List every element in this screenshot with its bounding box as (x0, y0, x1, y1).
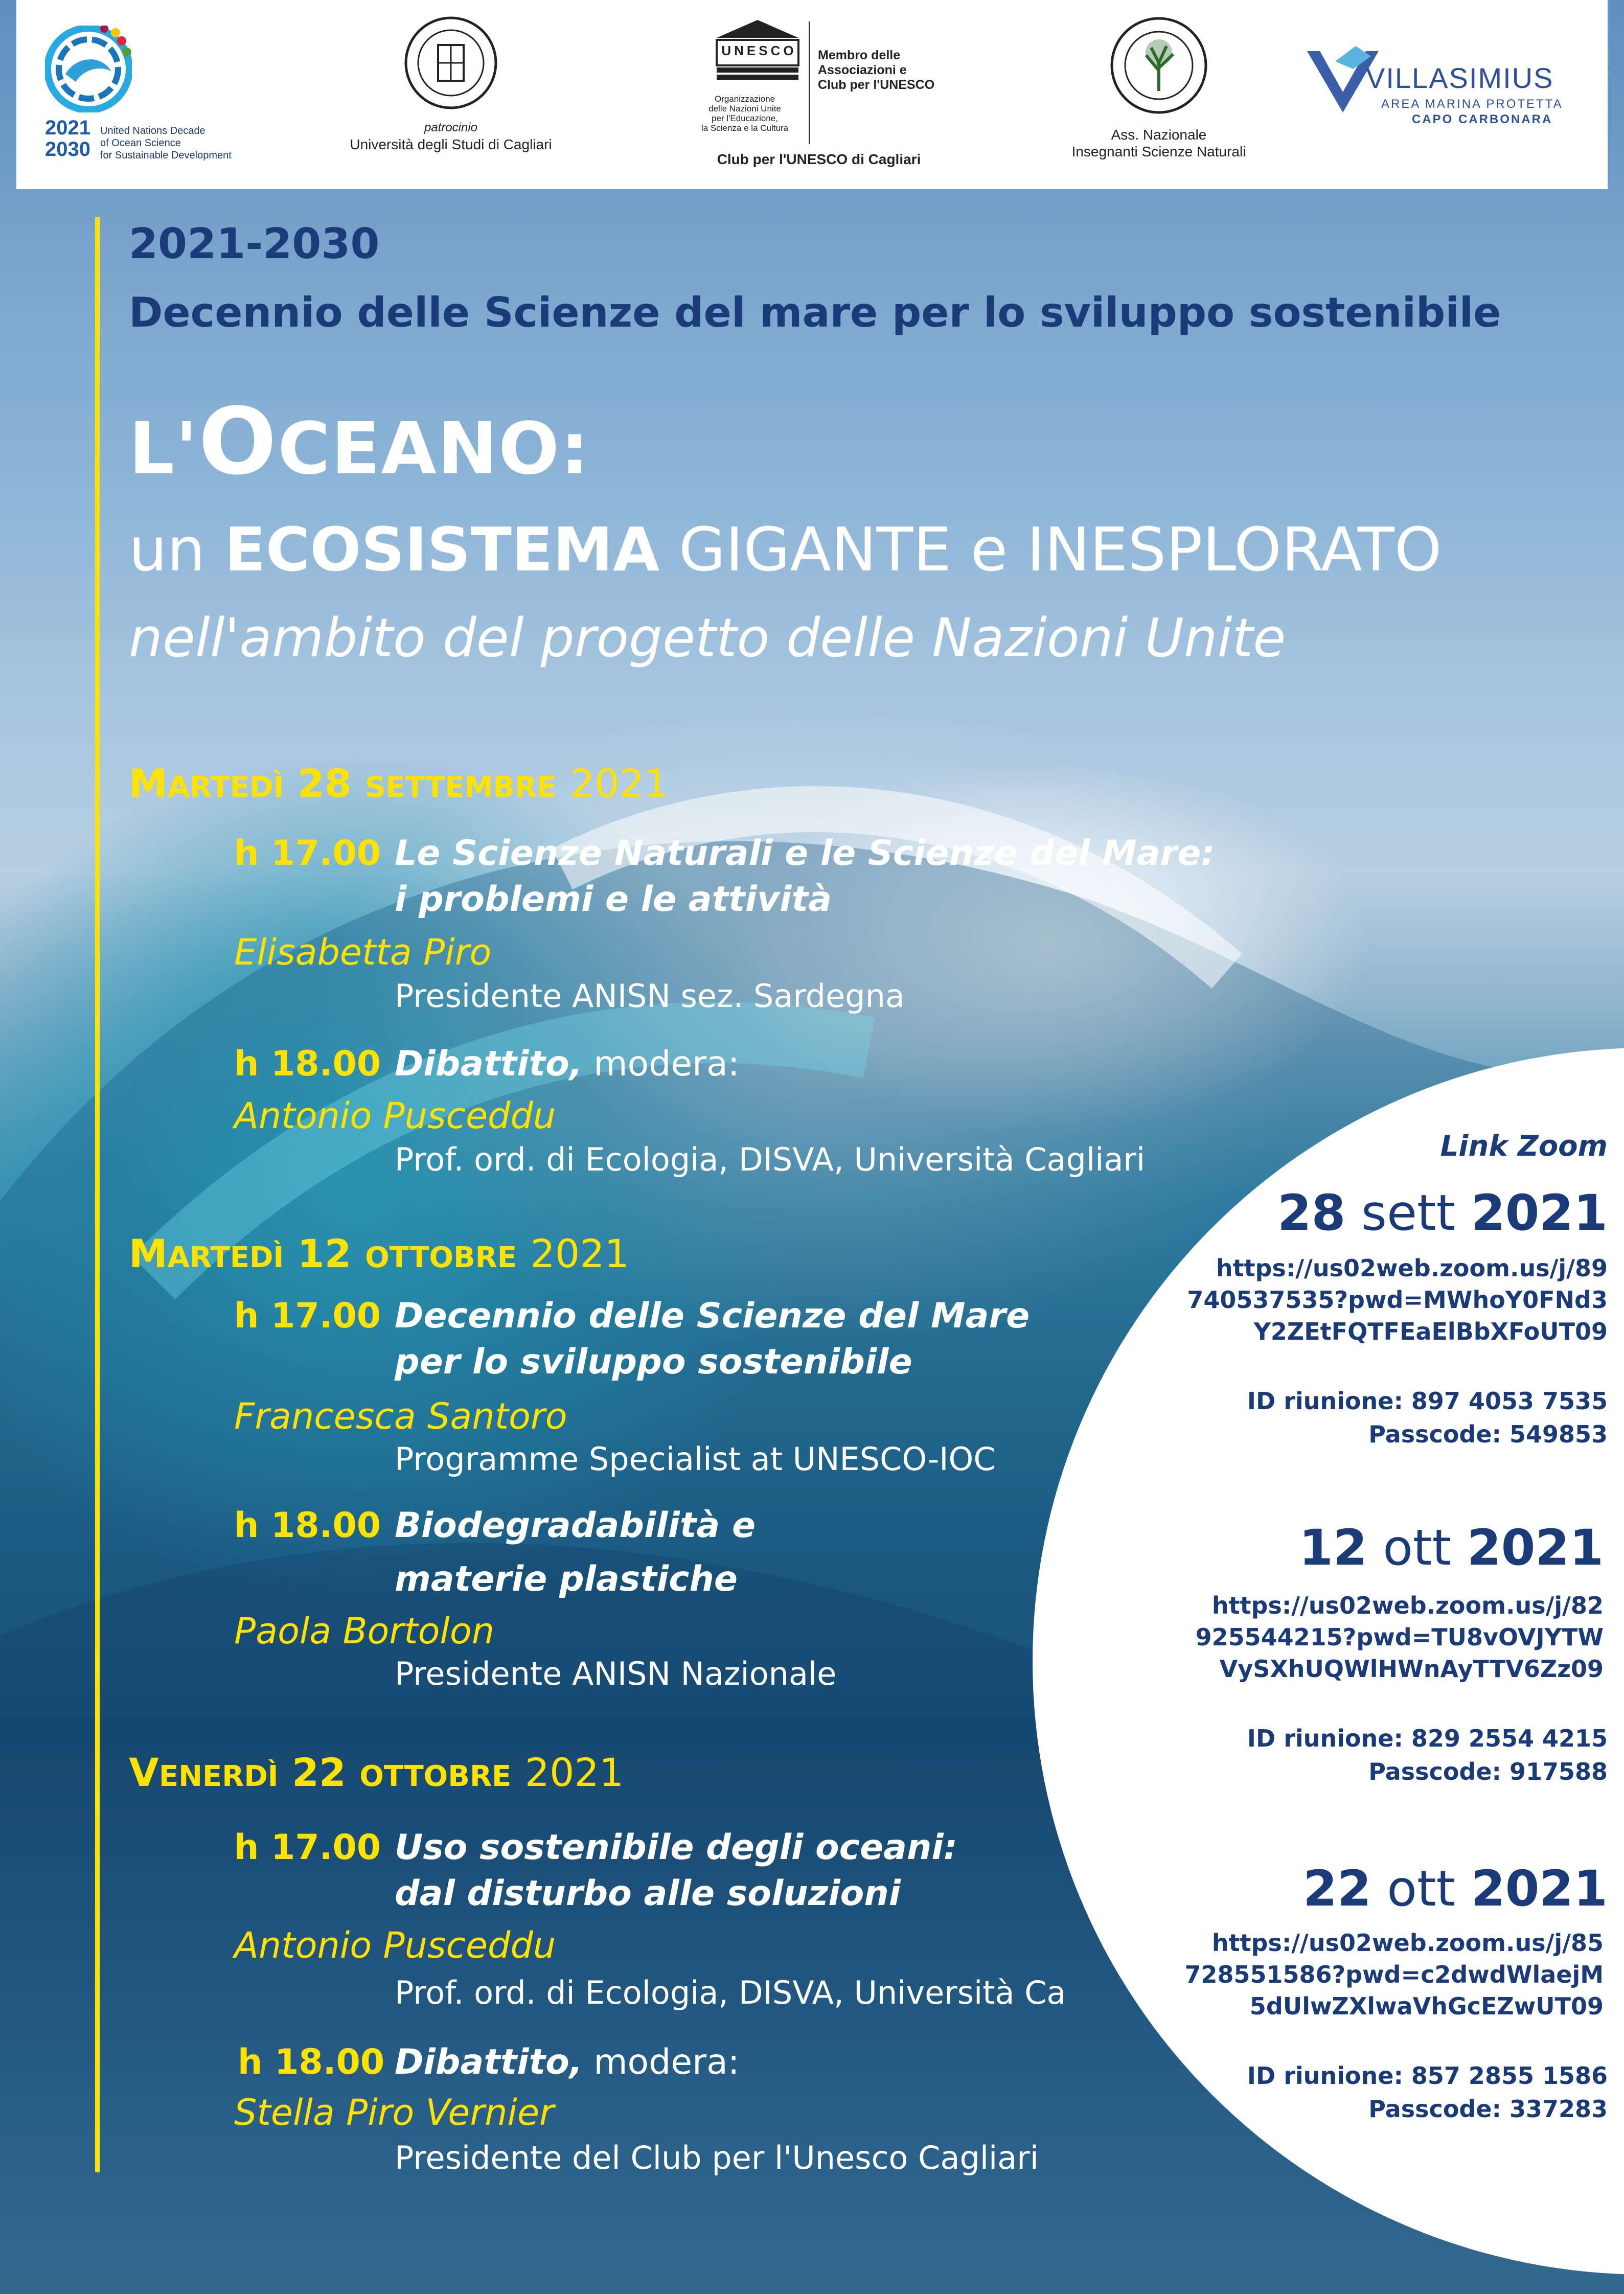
org-line: delle Nazioni Unite (708, 104, 781, 113)
zoom-link[interactable] (1184, 1927, 1604, 2022)
zoom-link-line[interactable]: https://us02web.zoom.us/j/89 (1216, 1254, 1608, 1282)
day-year: 2021 (524, 1750, 624, 1795)
talk-normal: modera: (582, 2042, 740, 2082)
day-year: 2021 (530, 1231, 629, 1276)
zoom-year: 2021 (1471, 1860, 1608, 1917)
speaker-name: Francesca Santoro (234, 1395, 567, 1437)
university-seal-icon (402, 14, 499, 111)
zoom-meeting-id: ID riunione: 857 2855 1586 (1247, 2062, 1608, 2090)
session-time: h 17.00 (234, 1296, 381, 1336)
day-number: 28 (297, 761, 352, 806)
zoom-link-line[interactable]: VySXhUQWlHWnAyTTV6Zz09 (1219, 1655, 1604, 1683)
talk-title-2: per lo sviluppo sostenibile (395, 1342, 912, 1382)
talk-bold: Dibattito, (395, 2042, 583, 2082)
day-month: OTTOBRE (365, 1241, 517, 1274)
member-line: Membro delle (818, 48, 901, 62)
session-time: h 18.00 (238, 2042, 385, 2082)
zoom-year: 2021 (1467, 1519, 1604, 1576)
day-rest: ENERDÌ (158, 1760, 279, 1793)
day-month: SETTEMBRE (365, 771, 557, 804)
zoom-link-line[interactable]: 925544215?pwd=TU8vOVJYTW (1195, 1623, 1604, 1651)
speaker-name: Elisabetta Piro (234, 931, 492, 973)
talk-title-2: i problemi e le attività (395, 879, 832, 920)
day-initial: M (129, 761, 168, 806)
caption-line: United Nations Decade (100, 125, 205, 136)
villasimius-line2: CAPO CARBONARA (1412, 112, 1553, 126)
caption-line: for Sustainable Development (100, 150, 232, 161)
member-line: Associazioni e (818, 63, 907, 77)
title-l: L' (129, 407, 199, 491)
talk-title: Biodegradabilità e (395, 1505, 756, 1546)
zoom-date (1277, 1185, 1608, 1241)
title-o: O (198, 388, 278, 495)
title-rest: CEANO: (278, 407, 590, 491)
talk-bold: Dibattito, (395, 1044, 583, 1084)
zoom-month: ott (1387, 1860, 1456, 1917)
zoom-month: ott (1383, 1519, 1452, 1576)
zoom-year: 2021 (1471, 1184, 1608, 1242)
day-heading (129, 1232, 629, 1280)
anisn-logo (1044, 14, 1274, 160)
speaker-role: Presidente del Club per l'Unesco Cagliari (395, 2139, 1039, 2176)
unesco-word: UNESCO (721, 43, 797, 58)
speaker-role: Presidente ANISN Nazionale (395, 1655, 837, 1692)
talk-title: Le Scienze Naturali e le Scienze del Mare: (395, 833, 1215, 874)
zoom-link-line[interactable]: 5dUlwZXlwaVhGcEZwUT09 (1249, 1992, 1604, 2020)
day-month: OTTOBRE (359, 1760, 512, 1793)
subtitle-rest: GIGANTE e INESPLORATO (678, 514, 1442, 585)
zoom-link[interactable] (1187, 1252, 1608, 1347)
zoom-title: Link Zoom (1440, 1130, 1608, 1163)
zoom-link-line[interactable]: https://us02web.zoom.us/j/82 (1211, 1592, 1604, 1619)
speaker-name: Paola Bortolon (234, 1610, 495, 1652)
subtitle-un: un (129, 514, 205, 585)
day-rest: ARTEDÌ (167, 1241, 284, 1274)
zoom-day: 12 (1299, 1519, 1367, 1576)
speaker-role: Prof. ord. di Ecologia, DISVA, Università Cagliari (395, 1141, 1146, 1178)
org-line: per l'Educazione, (712, 113, 778, 123)
subtitle-ecosistema: ECOSISTEMA (224, 514, 660, 585)
zoom-month: sett (1361, 1184, 1456, 1242)
day-number: 12 (297, 1231, 352, 1276)
decade-heading: Decennio delle Scienze del mare per lo sviluppo sostenibile (129, 289, 1501, 336)
talk-title: Uso sostenibile degli oceani: (395, 1827, 957, 1868)
zoom-date (1303, 1861, 1608, 1917)
zoom-link-line[interactable]: https://us02web.zoom.us/j/85 (1211, 1929, 1604, 1957)
talk-title-2: dal disturbo alle soluzioni (395, 1873, 901, 1914)
day-heading (129, 1751, 624, 1799)
logo-band (16, 0, 1608, 189)
yellow-accent-bar (95, 217, 100, 2172)
subtitle-line-2: nell'ambito del progetto delle Nazioni Unite (129, 607, 1286, 669)
member-line: Club per l'UNESCO (818, 78, 935, 92)
main-title (129, 388, 590, 498)
speaker-role: Presidente ANISN sez. Sardegna (395, 977, 905, 1015)
day-initial: M (129, 1231, 168, 1276)
un-year-top: 2021 (45, 117, 90, 139)
subtitle-line-1 (129, 516, 1442, 583)
zoom-link[interactable] (1196, 1590, 1604, 1685)
zoom-meeting-id: ID riunione: 897 4053 7535 (1247, 1387, 1608, 1415)
talk-title (395, 2039, 740, 2085)
anisn-line-1: Ass. Nazionale (1111, 127, 1207, 143)
day-number: 22 (292, 1750, 346, 1795)
session-time: h 18.00 (234, 1505, 381, 1546)
anisn-line-2: Insegnanti Scienze Naturali (1071, 144, 1246, 159)
day-year: 2021 (569, 761, 669, 806)
villasimius-name: VILLASIMIUS (1366, 62, 1554, 94)
day-heading (129, 762, 669, 810)
unica-logo (344, 14, 558, 153)
zoom-link-line[interactable]: Y2ZEtFQTFEaElBbXFoUT09 (1253, 1318, 1608, 1345)
session-time: h 17.00 (234, 833, 381, 874)
zoom-day: 28 (1277, 1184, 1346, 1242)
speaker-role: Programme Specialist at UNESCO-IOC (395, 1440, 996, 1478)
zoom-date (1299, 1520, 1604, 1576)
years-heading: 2021-2030 (129, 220, 380, 268)
zoom-day: 22 (1303, 1860, 1371, 1917)
zoom-passcode: Passcode: 549853 (1368, 1420, 1608, 1448)
day-rest: ARTEDÌ (167, 771, 284, 804)
zoom-link-line[interactable]: 728551586?pwd=c2dwdWlaejM (1184, 1961, 1604, 1988)
un-year-bottom: 2030 (45, 138, 90, 160)
org-line: la Scienza e la Cultura (701, 123, 789, 133)
session-time: h 18.00 (234, 1044, 381, 1084)
talk-title: Decennio delle Scienze del Mare (395, 1296, 1030, 1336)
caption-line: of Ocean Science (100, 137, 181, 149)
zoom-passcode: Passcode: 917588 (1368, 1758, 1608, 1785)
speaker-name: Antonio Pusceddu (234, 1095, 556, 1137)
day-initial: V (129, 1750, 159, 1795)
patrocinio-label: patrocinio (424, 121, 478, 134)
talk-normal: modera: (582, 1044, 740, 1084)
talk-title-2: materie plastiche (395, 1559, 738, 1599)
anisn-tree-seal-icon (1108, 14, 1210, 117)
villasimius-line1: AREA MARINA PROTETTA (1381, 97, 1563, 111)
unica-name: Università degli Studi di Cagliari (350, 136, 552, 152)
speaker-name: Stella Piro Vernier (234, 2092, 554, 2134)
unesco-member-text (818, 48, 934, 93)
unesco-club-name: Club per l'UNESCO di Cagliari (717, 151, 921, 167)
unesco-org-text (681, 94, 809, 133)
zoom-passcode: Passcode: 337283 (1368, 2095, 1608, 2123)
speaker-name: Antonio Pusceddu (234, 1924, 556, 1966)
zoom-link-line[interactable]: 740537535?pwd=MWhoY0FNd3 (1187, 1286, 1608, 1314)
speaker-role: Prof. ord. di Ecologia, DISVA, Università Ca (395, 1974, 1066, 2011)
ocean-decade-icon (45, 26, 132, 112)
un-decade-caption (100, 125, 315, 162)
unesco-divider (809, 21, 810, 144)
zoom-meeting-id: ID riunione: 829 2554 4215 (1247, 1725, 1608, 1752)
session-time: h 17.00 (234, 1827, 381, 1868)
talk-title (395, 1041, 740, 1087)
org-line: Organizzazione (714, 94, 775, 104)
